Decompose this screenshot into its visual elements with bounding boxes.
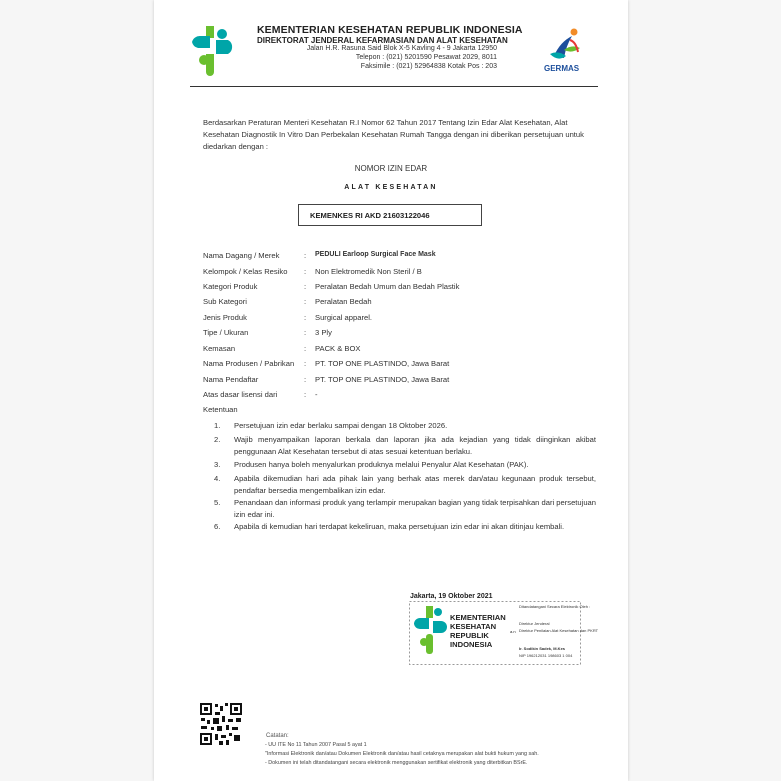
field-row-packaging xyxy=(203,344,603,359)
directorate-name: DIREKTORAT JENDERAL KEFARMASIAN DAN ALAT KESEHATAN xyxy=(257,36,508,45)
field-row-manufacturer xyxy=(203,359,603,374)
field-colon: : xyxy=(304,375,307,384)
field-row-class xyxy=(203,267,603,282)
permit-number: KEMENKES RI AKD 21603122046 xyxy=(310,210,430,220)
signed-by-label: Ditandatangani Secara Elektronik Oleh : xyxy=(519,604,591,609)
qr-code-icon xyxy=(199,702,243,746)
field-row-type-size xyxy=(203,328,603,343)
term-number: 3. xyxy=(214,460,221,469)
ministry-name: KEMENTERIAN KESEHATAN REPUBLIK INDONESIA xyxy=(257,24,523,36)
phone-line: Telepon : (021) 5201590 Pesawat 2029, 8011 xyxy=(355,54,497,61)
field-value: Peralatan Bedah Umum dan Bedah Plastik xyxy=(315,282,460,291)
term-number: 1. xyxy=(214,421,221,430)
term-text: Apabila di kemudian hari terdapat kekeliruan, maka persetujuan izin edar ini akan ditinjau kembali. xyxy=(234,522,565,531)
permit-subheading: ALAT KESEHATAN xyxy=(344,184,438,191)
term-number: 5. xyxy=(214,498,221,507)
field-label: Sub Kategori xyxy=(203,297,247,306)
stamp-title-line: KESEHATAN xyxy=(450,622,497,631)
field-label: Kemasan xyxy=(203,344,236,353)
field-label: Nama Dagang / Merek xyxy=(203,251,280,260)
field-value: Peralatan Bedah xyxy=(315,297,372,306)
stamp-title-line: KEMENTERIAN xyxy=(450,613,506,622)
term-text: Persetujuan izin edar berlaku sampai dengan 18 Oktober 2026. xyxy=(234,421,448,430)
field-label: Tipe / Ukuran xyxy=(203,328,249,337)
signer-role: Direktur Jenderal xyxy=(519,621,550,626)
note-line: "Informasi Elektronik dan/atau Dokumen Elektronik dan/atau hasil cetaknya merupakan alat bukti hukum yang sah. xyxy=(265,751,539,757)
stamp-an: a.n xyxy=(510,629,516,634)
term-text: Produsen hanya boleh menyalurkan produknya melalui Penyalur Alat Kesehatan (PAK). xyxy=(234,460,529,469)
address-line: Jalan H.R. Rasuna Said Blok X-5 Kavling 4 - 9 Jakarta 12950 xyxy=(306,45,497,52)
fax-line: Faksimile : (021) 52964838 Kotak Pos : 203 xyxy=(360,63,497,70)
field-value: PT. TOP ONE PLASTINDO, Jawa Barat xyxy=(315,375,450,384)
field-row-brand xyxy=(203,251,603,266)
notes-label: Catatan: xyxy=(266,733,289,739)
term-number: 6. xyxy=(214,522,221,531)
field-label: Nama Pendaftar xyxy=(203,375,259,384)
field-colon: : xyxy=(304,267,307,276)
signer-nip: NIP 196212031 198603 1 004 xyxy=(519,653,573,658)
ministry-logo-icon xyxy=(188,24,238,76)
field-colon: : xyxy=(304,344,307,353)
field-value: Surgical apparel. xyxy=(315,313,372,322)
field-colon: : xyxy=(304,297,307,306)
field-value: PACK & BOX xyxy=(315,344,361,353)
field-value: 3 Ply xyxy=(315,328,332,337)
field-colon: : xyxy=(304,328,307,337)
field-label: Jenis Produk xyxy=(203,313,247,322)
field-label: Kelompok / Kelas Resiko xyxy=(203,267,288,276)
permit-heading: NOMOR IZIN EDAR xyxy=(354,164,428,173)
field-value: PEDULI Earloop Surgical Face Mask xyxy=(315,251,436,258)
term-number: 4. xyxy=(214,474,221,483)
signer-role: Direktur Penilaian Alat Kesehatan dan PKRT xyxy=(519,628,599,633)
field-label: Kategori Produk xyxy=(203,282,258,291)
field-row-product-type xyxy=(203,313,603,328)
field-row-registrant xyxy=(203,375,603,390)
field-colon: : xyxy=(304,390,307,399)
field-value: - xyxy=(315,390,318,399)
note-line: - Dokumen ini telah ditandatangani secara elektronik menggunakan sertifikat elektronik yang diterbitkan BSrE. xyxy=(265,760,528,766)
field-colon: : xyxy=(304,282,307,291)
note-line: - UU ITE No 11 Tahun 2007 Pasal 5 ayat 1 xyxy=(265,742,367,748)
stamp-logo-icon xyxy=(412,604,448,660)
term-number: 2. xyxy=(214,435,221,444)
term-text: Apabila dikemudian hari ada pihak lain yang berhak atas merek dan/atau kegunaan produk tersebut, pendaftar bersedia mengembalikan izin edar. xyxy=(234,474,596,495)
germas-label: GERMAS xyxy=(544,64,580,73)
field-row-subcategory xyxy=(203,297,603,312)
terms-heading: Ketentuan xyxy=(203,405,238,414)
signature-date: Jakarta, 19 Oktober 2021 xyxy=(410,593,493,600)
document-page xyxy=(154,0,628,781)
stamp-title-line: REPUBLIK xyxy=(450,631,489,640)
term-text: Wajib menyampaikan laporan berkala dan laporan jika ada kejadian yang tidak diinginkan akibat penggunaan Alat Kesehatan tersebut di atas sesuai ketentuan berlaku. xyxy=(234,435,596,456)
field-label: Nama Produsen / Pabrikan xyxy=(203,359,295,368)
field-row-license xyxy=(203,390,603,405)
field-colon: : xyxy=(304,313,307,322)
intro-paragraph: Berdasarkan Peraturan Menteri Kesehatan R.I Nomor 62 Tahun 2017 Tentang Izin Edar Alat Kesehatan, Alat Kesehatan Diagnostik In Vitro Dan Perbekalan Kesehatan Rumah Tangga dengan ini diberikan persetujuan untuk diedarkan dengan : xyxy=(203,118,584,151)
field-value: Non Elektromedik Non Steril / B xyxy=(315,267,422,276)
field-colon: : xyxy=(304,359,307,368)
permit-number-box xyxy=(298,204,482,226)
signer-name: Ir. Sodikin Sadek, M.Kes xyxy=(519,646,566,651)
stamp-title-line: INDONESIA xyxy=(450,640,493,649)
field-value: PT. TOP ONE PLASTINDO, Jawa Barat xyxy=(315,359,450,368)
term-text: Penandaan dan informasi produk yang terlampir merupakan bagian yang tidak terpisahkan dari persetujuan izin edar ini. xyxy=(234,498,596,519)
field-colon: : xyxy=(304,251,307,260)
header-divider xyxy=(190,86,598,87)
field-label: Atas dasar lisensi dari xyxy=(203,390,278,399)
field-row-category xyxy=(203,282,603,297)
